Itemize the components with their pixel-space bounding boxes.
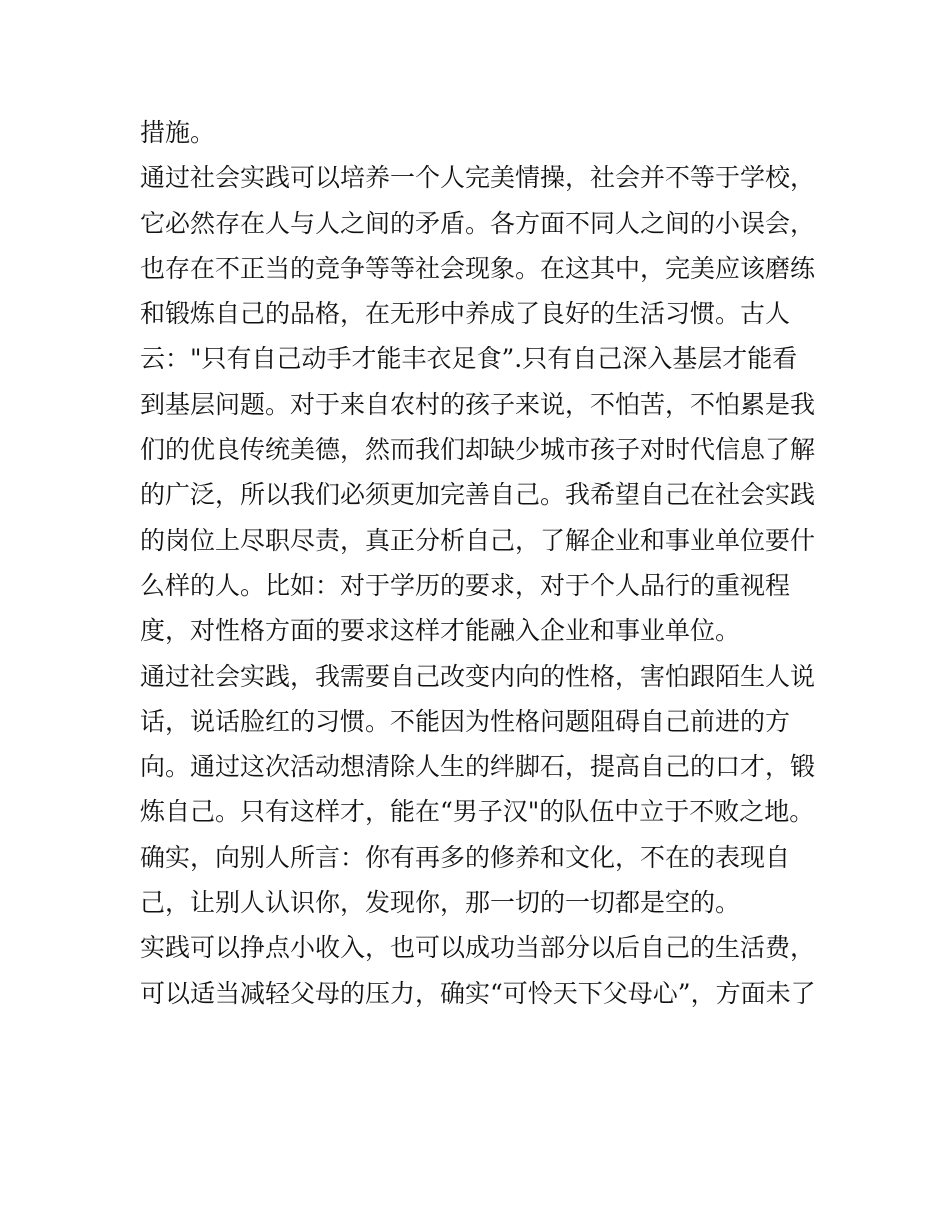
text-line: 话，说话脸红的习惯。不能因为性格问题阻碍自己前进的方 [140,706,791,736]
text-line: 实践可以挣点小收入，也可以成功当部分以后自己的生活费， [140,933,816,963]
text-line: 通过社会实践，我需要自己改变内向的性格，害怕跟陌生人说 [140,661,816,691]
text-line: 它必然存在人与人之间的矛盾。各方面不同人之间的小误会， [140,208,816,238]
text-line: 确实，向别人所言：你有再多的修养和文化，不在的表现自 [140,842,791,872]
text-line: 炼自己。只有这样才，能在“男子汉"的队伍中立于不败之地。 [140,797,815,827]
text-line: 措施。 [140,118,216,147]
body-text [140,110,820,1016]
text-line: 可以适当减轻父母的压力，确实“可怜天下父母心”，方面未了 [140,978,816,1008]
text-line: 度，对性格方面的要求这样才能融入企业和事业单位。 [140,616,741,646]
text-line: 向。通过这次活动想清除人生的绊脚石，提高自己的口才，锻 [140,752,816,782]
text-line: 么样的人。比如：对于学历的要求，对于个人品行的重视程 [140,570,791,600]
text-line: 到基层问题。对于来自农村的孩子来说，不怕苦，不怕累是我 [140,389,816,419]
text-line: 也存在不正当的竞争等等社会现象。在这其中，完美应该磨练 [140,253,816,283]
text-line: 通过社会实践可以培养一个人完美情操，社会并不等于学校， [140,163,816,193]
text-line: 的广泛，所以我们必须更加完善自己。我希望自己在社会实践 [140,480,816,510]
text-line: 己，让别人认识你，发现你，那一切的一切都是空的。 [140,888,741,918]
text-line: 的岗位上尽职尽责，真正分析自己，了解企业和事业单位要什 [140,525,816,555]
text-line: 云："只有自己动手才能丰衣足食”.只有自己深入基层才能看 [140,344,798,374]
text-line: 们的优良传统美德，然而我们却缺少城市孩子对时代信息了解 [140,435,816,465]
text-line: 和锻炼自己的品格，在无形中养成了良好的生活习惯。古人 [140,299,791,329]
